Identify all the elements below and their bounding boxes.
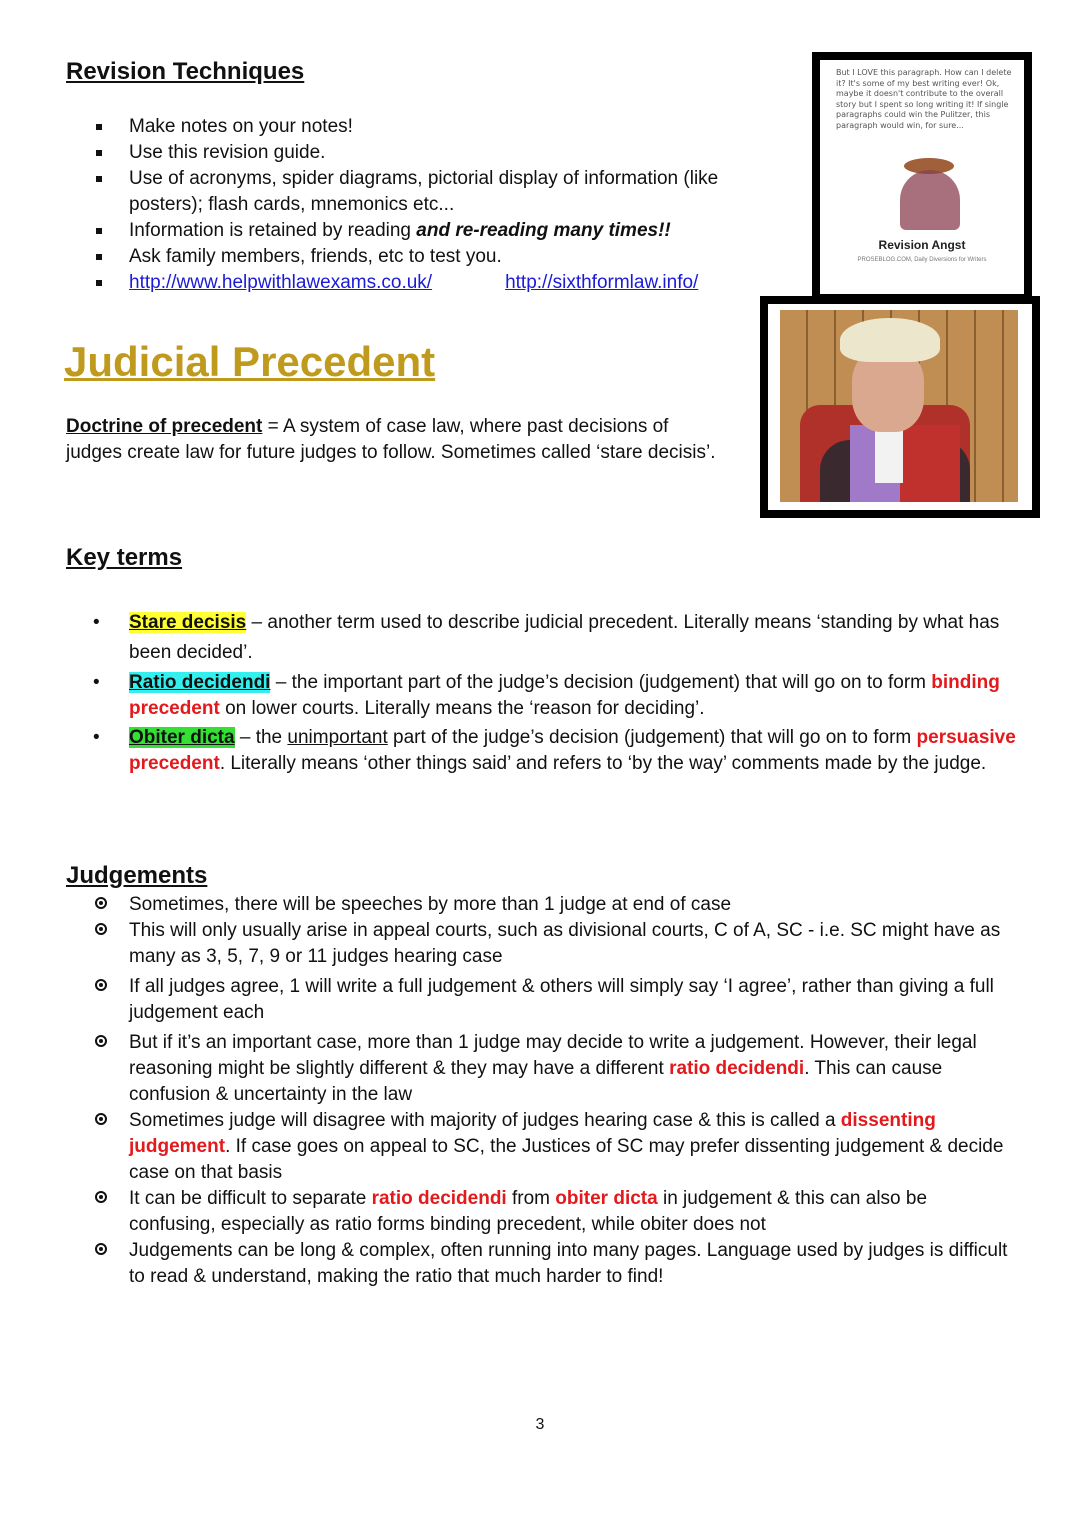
bullet-icon	[96, 280, 102, 286]
bullet-icon	[95, 979, 107, 991]
cartoon-image	[812, 52, 1032, 302]
bullet-icon	[95, 1191, 107, 1203]
cartoon-credit: PROSEBLOG.COM, Daily Diversions for Writers	[857, 257, 987, 263]
link-sixthformlaw[interactable]: http://sixthformlaw.info/	[505, 272, 699, 293]
bullet-icon	[95, 923, 107, 935]
doctrine-paragraph: Doctrine of precedent = A system of case law, where past decisions of judges create law for future judges to follow. Sometimes called ‘stare decisis’.	[66, 416, 716, 463]
bullet-icon	[96, 176, 102, 182]
wig	[840, 318, 940, 362]
list-item: It can be difficult to separate ratio decidendi from obiter dicta in judgement & this can also be confusing, especially as ratio forms binding precedent, while obiter does not	[66, 1186, 1016, 1238]
revision-list	[66, 114, 766, 296]
list-item: Make notes on your notes!	[66, 114, 766, 140]
link-helpwithlawexams[interactable]: http://www.helpwithlawexams.co.uk/	[129, 272, 433, 293]
bullet-icon	[95, 897, 107, 909]
bullet-icon	[96, 254, 102, 260]
page-title: Judicial Precedent	[64, 338, 436, 385]
cartoon-figure	[900, 170, 960, 230]
list-item: Use this revision guide.	[66, 140, 766, 166]
cartoon-caption: Revision Angst	[878, 238, 966, 252]
bullet-icon	[96, 228, 102, 234]
bullet-icon	[95, 1035, 107, 1047]
bullet-icon	[95, 1113, 107, 1125]
list-item: Information is retained by reading and re-reading many times!!	[66, 218, 766, 244]
list-item: Sometimes, there will be speeches by more than 1 judge at end of case	[66, 892, 1016, 918]
judgements-heading: Judgements	[66, 862, 208, 889]
key-terms-heading: Key terms	[66, 544, 183, 571]
key-terms-list	[66, 608, 1016, 777]
bands	[875, 428, 903, 483]
revision-heading: Revision Techniques	[66, 58, 305, 85]
bullet-icon: •	[93, 672, 100, 693]
robe-red	[900, 425, 960, 502]
bullet-icon: •	[93, 727, 100, 748]
list-item: • Ratio decidendi – the important part of the judge’s decision (judgement) that will go on to form binding precedent on lower courts. Literally means the ‘reason for deciding’.	[93, 672, 1000, 719]
photo-background	[780, 310, 1018, 502]
judgements-list	[66, 892, 1016, 1290]
list-item: But if it’s an important case, more than 1 judge may decide to write a judgement. However, their legal reasoning might be slightly different & they may have a different ratio decidendi. This can cause confusion & uncertainty in the law	[66, 1030, 1016, 1108]
list-item	[66, 270, 766, 296]
list-item: This will only usually arise in appeal courts, such as divisional courts, C of A, SC - i.e. SC might have as many as 3, 5, 7, 9 or 11 judges hearing case	[66, 918, 1016, 970]
bullet-icon	[96, 124, 102, 130]
cartoon-text: But I LOVE this paragraph. How can I delete it? It's some of my best writing ever! Ok, maybe it doesn't contribute to the overall story but I spent so long writing it! If single paragraphs could win the Pulitzer, this paragraph would win, for sure...	[836, 68, 1012, 130]
list-item: Use of acronyms, spider diagrams, pictorial display of information (like posters); flash cards, mnemonics etc...	[66, 166, 766, 218]
bullet-icon	[95, 1243, 107, 1255]
list-item: Sometimes judge will disagree with majority of judges hearing case & this is called a dissenting judgement. If case goes on appeal to SC, the Justices of SC may prefer dissenting judgement & decide case on that basis	[66, 1108, 1016, 1186]
bullet-icon	[96, 150, 102, 156]
bullet-icon: •	[93, 612, 100, 633]
list-item: • Obiter dicta – the unimportant part of the judge’s decision (judgement) that will go on to form persuasive precedent. Literally means ‘other things said’ and refers to ‘by the way’ comments made by the judge.	[93, 727, 1016, 774]
list-item: • Stare decisis – another term used to describe judicial precedent. Literally means ‘standing by what has been decided’.	[66, 608, 1016, 668]
list-item: Judgements can be long & complex, often running into many pages. Language used by judges is difficult to read & understand, making the ratio that much harder to find!	[66, 1238, 1016, 1290]
list-item: If all judges agree, 1 will write a full judgement & others will simply say ‘I agree’, rather than giving a full judgement each	[66, 974, 1016, 1026]
judge-photo	[760, 296, 1040, 518]
list-item: Ask family members, friends, etc to test you.	[66, 244, 766, 270]
page-number: 3	[535, 1416, 545, 1433]
